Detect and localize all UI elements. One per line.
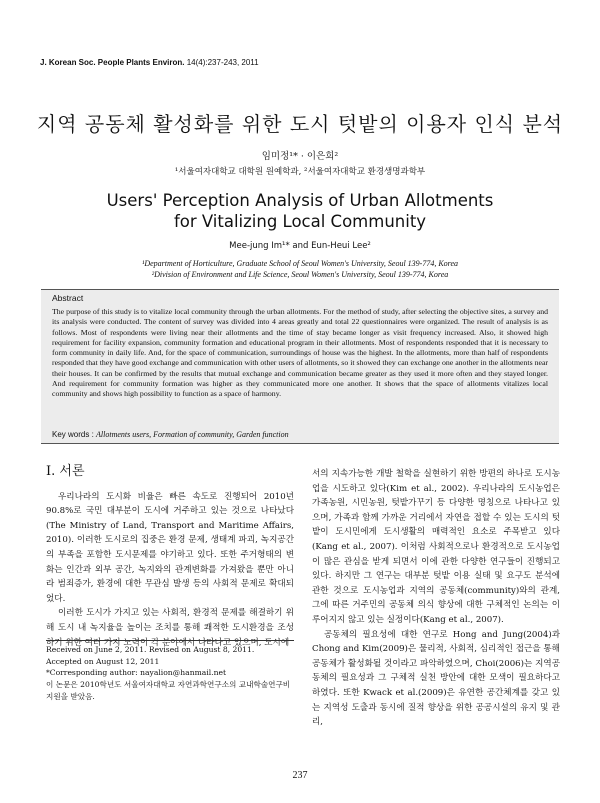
- footnote-funding: 이 논문은 2010학년도 서울여자대학교 자연과학연구소의 교내학술연구비 지원을 받았음.: [46, 680, 291, 701]
- abstract-heading: Abstract: [52, 293, 84, 303]
- journal-volume: 14(4):237-243, 2011: [184, 58, 259, 67]
- footnote-corresponding: *Corresponding author: nayalion@hanmail.net: [46, 668, 227, 678]
- affiliation-2: ²Division of Environment and Life Science, Seoul Women's University, Seoul 139-774, Korea: [151, 270, 449, 279]
- keywords-label: Key words :: [52, 430, 94, 439]
- right-column: [312, 467, 560, 730]
- english-affiliations: [0, 258, 600, 280]
- keywords: [52, 430, 289, 439]
- footnote-accepted: Accepted on August 12, 2011: [46, 656, 160, 666]
- english-title: [0, 190, 600, 232]
- footnotes: [46, 644, 296, 703]
- intro-paragraph-2: 이러한 도시가 가지고 있는 사회적, 환경적 문제를 해결하기 위해 도시 내 녹지율을 높이는 조치를 통해 쾌적한 도시환경을 조성하기 위한 여러 가지 노력이 각 분야에서 나타나고 있으며, 도시에: [46, 608, 294, 648]
- abstract-body: The purpose of this study is to vitalize local community through the urban allotments. For the method of study, after selecting the objective sites, a survey and its analysis were conducted. The content of survey was divided into 4 areas greatly and total 22 questionnaires were organized. The result of analysis is as follows. Most of respondents were living near their allotments and the time of stay became longer as visit frequency increased. Also, it showed high requirement for facility expansion, community formation and educational program in their allotments. Most of respondents responded that it is necessary to form community in daily life. And, for the space of communication, surroundings of house was the highest. In the allotments, more than half of respondents responded that they have good exchange and communication with other users of allotments, so it showed they can exchange one another in the allotments near their houses. It can be confirmed by the results that mutual exchange and communication became greater as they used it more often and they stayed longer. And requirement for community formation was higher as they communicated more one another. It shows that the space of allotments vitalizes local community and shows high possibility to function as a space of harmony.: [52, 307, 548, 399]
- keywords-value: Allotments users, Formation of community, Garden function: [96, 430, 289, 439]
- korean-affiliations: ¹서울여자대학교 대학원 원예학과, ²서울여자대학교 환경생명과학부: [174, 167, 426, 177]
- korean-title: 지역 공동체 활성화를 위한 도시 텃밭의 이용자 인식 분석: [36, 112, 564, 136]
- journal-citation: [40, 58, 259, 67]
- journal-name: J. Korean Soc. People Plants Environ.: [40, 58, 185, 67]
- page-number: 237: [292, 770, 308, 781]
- english-authors: Mee-jung Im¹* and Eun-Heui Lee²: [229, 241, 371, 251]
- footnote-received: Received on June 2, 2011. Revised on August 8, 2011.: [46, 645, 255, 654]
- abstract-box: [41, 289, 559, 444]
- english-title-line-2: for Vitalizing Local Community: [173, 212, 427, 231]
- section-heading-introduction: I. 서론: [46, 464, 85, 479]
- left-column: [46, 465, 294, 650]
- right-paragraph-1: 서의 지속가능한 개발 철학을 실현하기 위한 방편의 하나로 도시농업을 시도하고 있다(Kim et al., 2002). 우리나라의 도시농업은 가족농원, 시민농원, 텃밭가꾸기 등 다양한 명칭으로 나타나고 있으며, 가족과 함께 가까운 거리에서 자연을 접할 수 있는 도시의 텃밭이 도시민에게 도시생활의 매력적인 요소로 주목받고 있다(Kang et al., 2007). 이처럼 사회적으로나 환경적으로 도시농업이 많은 관심을 받게 되면서 이에 관한 다양한 연구들이 진행되고 있다. 하지만 그 연구는 대부분 텃밭 이용 실태 및 요구도 분석에 관한 것으로 도시농업과 지역의 공동체(community)와의 관계, 그에 따른 거주민의 공동체 의식 향상에 대한 구체적인 논의는 이루어지지 않고 있는 실정이다(Kang et al., 2007).: [312, 469, 560, 625]
- korean-authors: 임미정¹* · 이은희²: [261, 151, 339, 162]
- right-paragraph-2: 공동체의 필요성에 대한 연구로 Hong and Jung(2004)과 Chong and Kim(2009)은 물리적, 사회적, 심리적인 접근을 통해 공동체가 활성화될 것이라고 파악하였으며, Choi(2006)는 지역공동체의 필요성과 그 구체적 실천 방안에 대한 모색이 필요하다고 하였다. 또한 Kwack et al.(2009)은 유연한 공간체계를 갖고 있는 지역성 도출과 동시에 질적 향상을 위한 공공시설의 유지 및 관리,: [312, 629, 560, 728]
- intro-paragraph-1: 우리나라의 도시화 비율은 빠른 속도로 진행되어 2010년 90.8%로 국민 대부분이 도시에 거주하고 있는 것으로 나타났다(The Ministry of Land, Transport and Maritime Affairs, 2010). 이러한 도시로의 집중은 환경 문제, 생태계 파괴, 녹지공간의 부족을 포함한 도시문제를 야기하고 있다. 또한 주거형태의 변화는 인간과 외부 공간, 녹지와의 관계변화를 가져왔을 뿐만 아니라 범죄증가, 환경에 대한 무관심 발생 등의 사회적 문제로 확대되었다.: [46, 491, 294, 604]
- affiliation-1: ¹Department of Horticulture, Graduate School of Seoul Women's University, Seoul 139-774, Korea: [141, 259, 459, 268]
- footnote-divider: [46, 640, 294, 641]
- english-title-line-1: Users' Perception Analysis of Urban Allotments: [106, 191, 494, 210]
